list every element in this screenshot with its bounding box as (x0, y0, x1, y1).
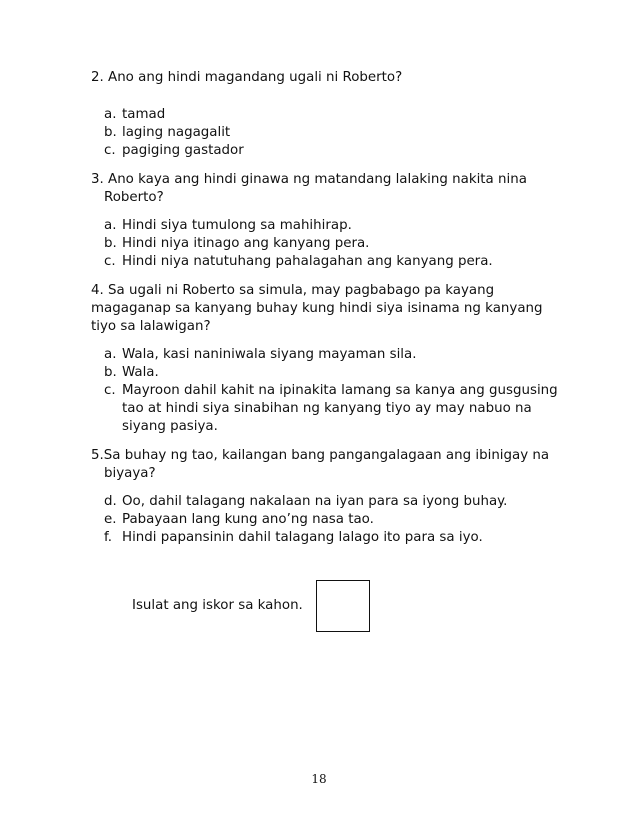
option-marker: c. (104, 143, 116, 158)
option-marker: a. (104, 347, 117, 362)
option-text: pagiging gastador (122, 143, 244, 158)
q5-option-f (104, 529, 483, 547)
q4-option-c-line-2: tao at hindi siya sinabihan ng kanyang tiyo ay may nabuo na (122, 401, 532, 416)
q5-option-e (104, 511, 374, 529)
option-marker: a. (104, 218, 117, 233)
score-instruction: Isulat ang iskor sa kahon. (132, 598, 303, 613)
q4-option-a (104, 346, 416, 364)
question-4-line-3: tiyo sa lalawigan? (91, 319, 211, 334)
option-text: Hindi niya natutuhang pahalagahan ang kanyang pera. (122, 254, 493, 269)
page-number: 18 (311, 772, 327, 786)
question-4-line-2: magaganap sa kanyang buhay kung hindi siya isinama ng kanyang (91, 301, 543, 316)
option-text: laging nagagalit (122, 125, 231, 140)
q2-option-a (104, 106, 165, 124)
option-marker: c. (104, 254, 116, 269)
option-text: Oo, dahil talagang nakalaan na iyan para sa iyong buhay. (122, 494, 508, 509)
q4-option-c-line-3: siyang pasiya. (122, 419, 218, 434)
option-text: tamad (122, 107, 166, 122)
question-4-line-1: 4. Sa ugali ni Roberto sa simula, may pagbabago pa kayang (91, 283, 495, 298)
q3-option-c (104, 253, 493, 271)
option-text: Hindi niya itinago ang kanyang pera. (122, 236, 370, 251)
question-2: 2. Ano ang hindi magandang ugali ni Roberto? (91, 70, 403, 85)
q4-option-b (104, 364, 159, 382)
option-marker: b. (104, 236, 117, 251)
option-text: Wala. (122, 365, 159, 380)
q5-option-d (104, 493, 507, 511)
option-marker: e. (104, 512, 117, 527)
q4-option-c (104, 382, 558, 400)
question-5-line-1: 5.Sa buhay ng tao, kailangan bang pangangalagaan ang ibinigay na (91, 448, 550, 463)
option-marker: c. (104, 383, 116, 398)
option-marker: f. (104, 530, 112, 545)
q2-option-c (104, 142, 244, 160)
question-5-line-2: biyaya? (104, 466, 156, 481)
option-marker: a. (104, 107, 117, 122)
question-3-line-2: Roberto? (104, 190, 164, 205)
option-text: Hindi papansinin dahil talagang lalago ito para sa iyo. (122, 530, 483, 545)
score-box[interactable] (316, 580, 370, 632)
q3-option-b (104, 235, 369, 253)
option-text: Pabayaan lang kung ano’ng nasa tao. (122, 512, 374, 527)
option-text: Hindi siya tumulong sa mahihirap. (122, 218, 352, 233)
option-text: Mayroon dahil kahit na ipinakita lamang sa kanya ang gusgusing (122, 383, 558, 398)
q3-option-a (104, 217, 352, 235)
option-text: Wala, kasi naniniwala siyang mayaman sila. (122, 347, 417, 362)
option-marker: b. (104, 365, 117, 380)
question-3-line-1: 3. Ano kaya ang hindi ginawa ng matandang lalaking nakita nina (91, 172, 527, 187)
q2-option-b (104, 124, 230, 142)
option-marker: d. (104, 494, 117, 509)
option-marker: b. (104, 125, 117, 140)
